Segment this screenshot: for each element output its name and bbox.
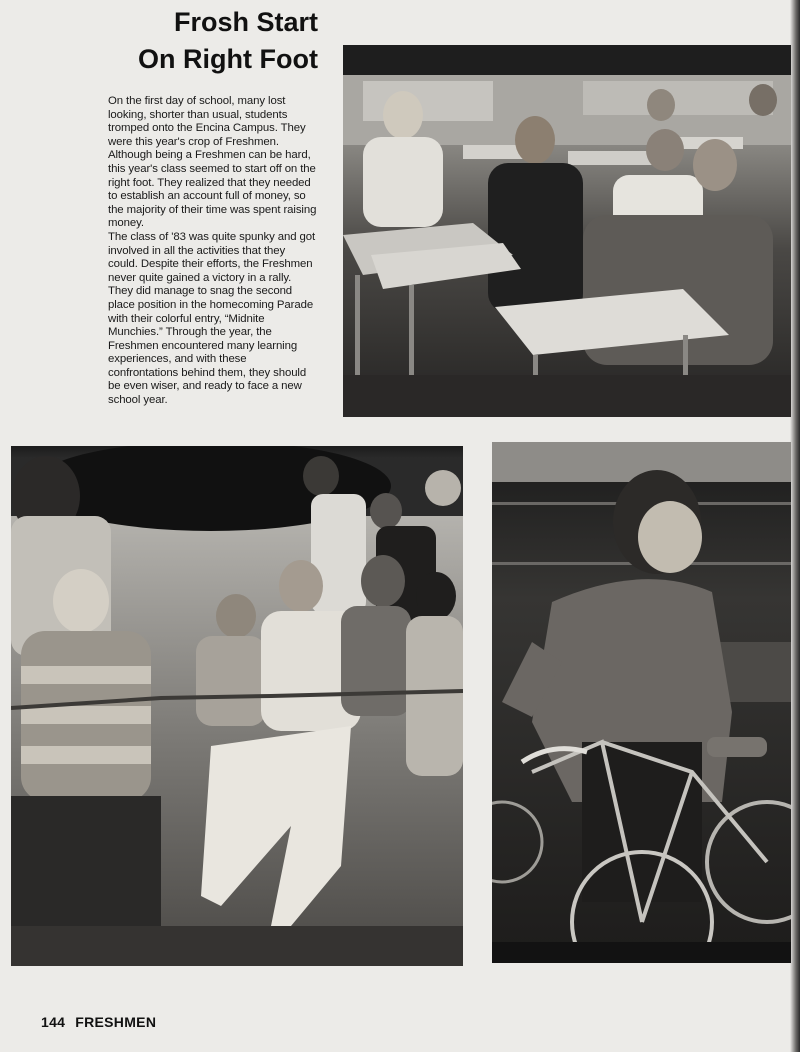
- page-number: 144: [41, 1014, 66, 1030]
- page-headline: [100, 4, 318, 78]
- classroom-photo-art: [343, 45, 791, 417]
- headline-line-2: On Right Foot: [138, 44, 318, 74]
- photo-classroom: [343, 45, 791, 417]
- photo-tug-of-war: [11, 446, 463, 966]
- page-folio: [41, 1014, 166, 1030]
- article-body: [108, 95, 317, 408]
- article-paragraph: The class of '83 was quite spunky and got involved in all the activities that they could. Despite their efforts, the Freshmen never quite gained a victory in a rally. They did manage to snag the second place position in the homecoming Parade with their colorful entry, “Midnite Munchies.” Through the year, the Freshmen encountered many learning experiences, and with these confrontations behind them, they should be even wiser, and ready to face a new school year.: [108, 230, 316, 407]
- binding-edge: [790, 0, 800, 1052]
- bicycles-photo-art: [492, 442, 791, 963]
- article-paragraph: Although being a Freshmen can be hard, this year's class seemed to start off on the right foot. They realized that they needed to establish an account full of money, so the majority of their time was spent raising money.: [108, 149, 317, 230]
- section-label: FRESHMEN: [75, 1014, 157, 1030]
- article-paragraph: On the first day of school, many lost looking, shorter than usual, students tromped onto the Encina Campus. They were this year's crop of Freshmen.: [108, 95, 306, 148]
- tug-of-war-photo-art: [11, 446, 463, 966]
- headline-line-1: Frosh Start: [173, 7, 318, 37]
- photo-bicycles: [492, 442, 791, 963]
